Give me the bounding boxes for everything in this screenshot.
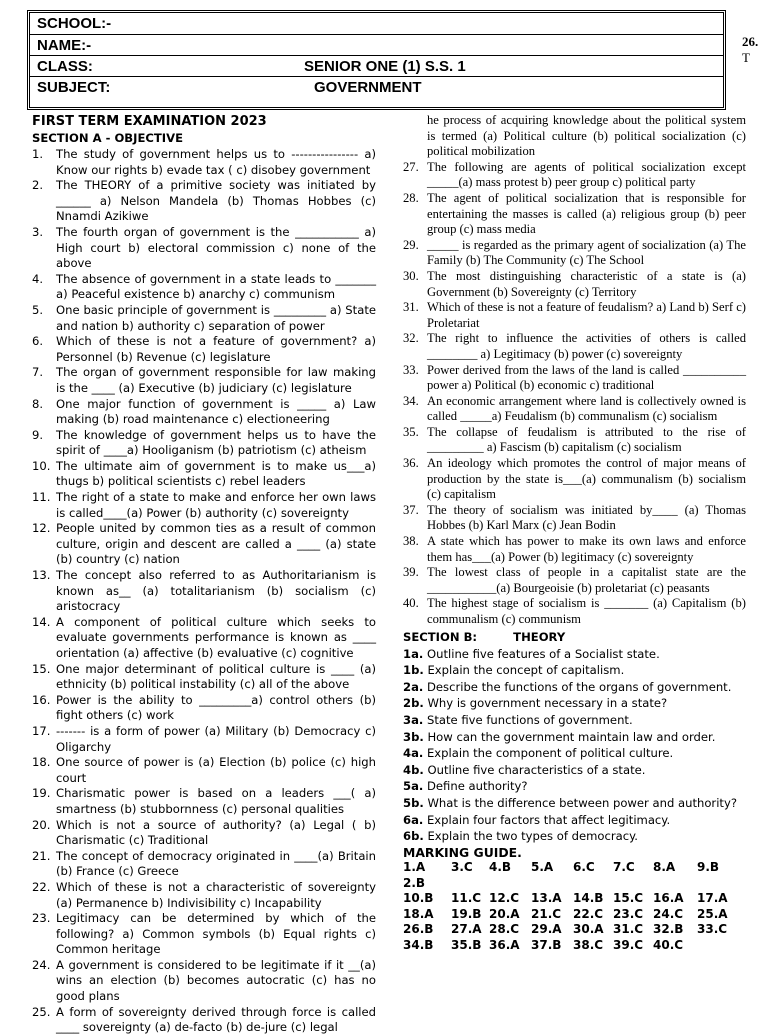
question-text: The lowest class of people in a capitalist state are the ___________(a) Bourgeoisie (b) proletariat (c) peasants [427,565,746,595]
answer-cell: 1.A 2.B [403,860,426,890]
answer-cell: 6.C [573,860,595,875]
theory-question-text: Explain the component of political culture. [426,746,674,761]
answer-cell: 32.B [653,922,684,937]
question-item [32,615,376,662]
theory-question [403,679,746,696]
question-item [32,786,376,817]
answer-cell: 26.B [403,922,434,937]
question-text: The THEORY of a primitive society was initiated by ______ a) Nelson Mandela (b) Thomas Hobbes (c) Nnamdi Azikiwe [56,178,376,224]
theory-question [403,762,746,779]
question-item [32,880,376,911]
theory-question-number: 4b. [403,762,424,777]
question-item [403,565,746,596]
question-number: 18. [32,755,51,770]
question-text: Which of these is not a feature of government? a) Personnel (b) Revenue (c) legislature [56,334,376,364]
question-text: The ultimate aim of government is to make us___a) thugs b) political scientists c) rebel leaders [56,458,376,489]
theory-question-number: 6b. [403,829,424,844]
question-item [32,521,376,568]
answer-cell: 33.C [697,922,728,937]
theory-question-number: 1b. [403,663,424,678]
question-text: An economic arrangement where land is collectively owned is called _____a) Feudalism (b) communalism (c) socialism [427,393,746,424]
question-text: A component of political culture which seeks to evaluate governments performance is known as ____ orientation (a) affective (b) evaluative (c) cognitive [56,614,376,660]
answer-cell: 16.A [653,891,684,906]
question-text: One basic principle of government is _________ a) State and nation b) authority c) separation of power [56,302,376,333]
theory-question-text: How can the government maintain law and order. [427,729,716,744]
marking-guide-grid [403,860,746,953]
school-label: SCHOOL:- [37,15,112,32]
question-text: The concept of democracy originated in ____(a) Britain (b) France (c) Greece [56,848,376,879]
question-number: 3. [32,224,44,239]
name-label: NAME:- [37,37,92,54]
theory-label: THEORY [513,629,566,644]
question-number: 10. [32,458,51,473]
question-item [403,363,746,394]
answer-cell: 20.A [489,906,520,921]
theory-question [403,646,746,663]
question-text: _____ is regarded as the primary agent of socialization (a) The Family (b) The Community (c) The School [427,237,746,268]
question-item [32,225,376,272]
question-number: 30. [403,268,419,283]
question-text: The fourth organ of government is the ___________ a) High court b) electoral commission c) none of the above [56,224,376,271]
theory-question [403,695,746,712]
theory-question [403,828,746,845]
question-text: he process of acquiring knowledge about the political system is termed (a) Political culture (b) political socialization (c) political mobilization [427,113,746,159]
question-item [32,147,376,178]
answer-cell: 5.A [531,860,554,875]
question-number: 11. [32,490,51,505]
answer-cell: 15.C [613,891,644,906]
theory-question-number: 5a. [403,779,424,794]
answer-cell: 19.B [451,906,482,921]
question-text: The right of a state to make and enforce her own laws is called____(a) Power (b) authority (c) sovereignty [56,490,376,520]
question-number: 21. [32,848,51,863]
question-text: The highest stage of socialism is _______ (a) Capitalism (b) communalism (c) communism [427,596,746,626]
theory-question [403,712,746,729]
answer-cell: 27.A [451,922,482,937]
question-number: 4. [32,271,44,286]
question-item [32,911,376,958]
answer-cell: 11.C [451,891,482,906]
question-text: Which of these is not a feature of feudalism? a) Land b) Serf c) Proletariat [427,300,746,330]
question-number: 13. [32,568,51,583]
answer-cell: 35.B [451,937,482,952]
question-number: 35. [403,424,419,439]
section-a-heading: SECTION A - OBJECTIVE [32,131,184,145]
question-item [32,490,376,521]
question-item [32,958,376,1005]
question-number: 17. [32,723,51,738]
question-number: 27. [403,159,419,174]
theory-question-text: State five functions of government. [426,712,633,727]
theory-question [403,729,746,746]
class-label: CLASS: [37,58,93,75]
theory-question-number: 6a. [403,812,424,827]
question-number: 9. [32,427,44,442]
answer-cell: 8.A [653,860,676,875]
student-info-box [27,10,726,110]
theory-question-number: 3a. [403,712,424,727]
question-text: The absence of government in a state leads to _______ a) Peaceful existence b) anarchy c) communism [56,271,376,302]
question-text: Power is the ability to _________a) control others (b) fight others (c) work [56,692,376,723]
theory-question-text: Outline five features of a Socialist state. [426,646,660,661]
answer-cell: 13.A [531,891,562,906]
answer-cell: 10.B [403,891,434,906]
question-text: The knowledge of government helps us to have the spirit of ____a) Hooliganism (b) patriotism (c) atheism [56,427,376,458]
theory-question-text: Explain four factors that affect legitimacy. [426,812,671,827]
question-text: People united by common ties as a result of common culture, origin and descent are called a ____ (a) state (b) country (c) nation [56,521,376,567]
question-26-continued [403,113,746,160]
question-number: 34. [403,393,419,408]
question-number: 14. [32,614,51,629]
page-edge-letter: T [742,50,750,65]
question-number: 38. [403,534,419,549]
question-number: 36. [403,456,419,471]
marking-guide-title: MARKING GUIDE. [403,844,522,860]
answer-cell [697,938,733,954]
theory-question-number: 3b. [403,729,424,744]
theory-question-text: Why is government necessary in a state? [427,696,668,711]
theory-question-number: 2a. [403,679,424,694]
question-item [32,178,376,225]
theory-question-text: What is the difference between power and authority? [427,795,737,810]
answer-cell: 21.C [531,906,562,921]
answer-cell: 17.A [697,891,728,906]
right-column [403,113,746,953]
question-item [403,394,746,425]
question-text: The most distinguishing characteristic of a state is (a) Government (b) Sovereignty (c) Territory [427,268,746,299]
answer-cell: 24.C [653,906,684,921]
question-text: ------- is a form of power (a) Military (b) Democracy c) Oligarchy [56,723,376,754]
question-item [403,300,746,331]
question-text: Which of these is not a characteristic of sovereignty (a) Permanence b) Indivisibility c) Incapability [56,879,376,910]
question-text: A government is considered to be legitimate if it __(a) wins an election (b) becomes autocratic (c) has no good plans [56,957,376,1004]
school-row [30,13,723,34]
question-text: The organ of government responsible for law making is the ____ (a) Executive (b) judiciary (c) legislature [56,365,376,395]
question-text: One major function of government is _____ a) Law making (b) road maintenance c) electioneering [56,396,376,427]
question-number: 28. [403,190,419,205]
question-item [32,365,376,396]
question-number: 20. [32,817,51,832]
question-item [32,397,376,428]
objective-questions-left [32,147,376,1036]
question-number: 39. [403,565,419,580]
theory-question [403,745,746,762]
question-item [32,459,376,490]
question-text: Legitimacy can be determined by which of the following? a) Common symbols (b) Equal rights c) Common heritage [56,911,376,957]
question-number: 6. [32,334,44,349]
question-text: The agent of political socialization that is responsible for entertaining the masses is called (a) religious group (b) peer group (c) mass media [427,190,746,237]
question-number: 23. [32,911,51,926]
question-number: 12. [32,521,51,536]
exam-title: FIRST TERM EXAMINATION 2023 [32,114,267,129]
question-text: An ideology which promotes the control of major means of production by the state is___(a) communalism (b) socialism (c) capitalism [427,456,746,502]
question-item [403,503,746,534]
question-item [403,191,746,238]
question-item [32,724,376,755]
question-number: 40. [403,596,419,611]
class-row [30,55,723,77]
question-item [403,456,746,503]
answer-cell: 23.C [613,906,644,921]
question-item [32,428,376,459]
question-text: The collapse of feudalism is attributed to the rise of _________ a) Fascism (b) capitalism (c) socialism [427,424,746,455]
answer-cell: 39.C [613,937,644,952]
question-number: 15. [32,661,51,676]
theory-question-text: Outline five characteristics of a state. [427,762,646,777]
question-text: A state which has power to make its own laws and enforce them has___(a) Power (b) legitimacy (c) sovereignty [427,534,746,564]
question-item [32,334,376,365]
question-item [403,269,746,300]
theory-question-number: 5b. [403,795,424,810]
question-number: 1. [32,147,44,161]
answer-cell: 12.C [489,891,520,906]
theory-question-text: Define authority? [426,779,528,794]
subject-row [30,76,723,98]
question-number: 24. [32,957,51,972]
question-text: Charismatic power is based on a leaders ___( a) smartness (b) stubbornness (c) personal qualities [56,786,376,816]
answer-cell: 25.A [697,906,728,921]
question-number: 37. [403,502,419,517]
theory-question-text: Describe the functions of the organs of government. [426,679,732,694]
question-item [32,755,376,786]
question-number: 19. [32,786,51,801]
theory-question-number: 1a. [403,646,424,661]
question-item [32,818,376,849]
class-value: SENIOR ONE (1) S.S. 1 [304,58,466,75]
question-text: A form of sovereignty derived through force is called ____ sovereignty (a) de-facto (b) de-jure (c) legal [56,1004,376,1035]
question-number: 5. [32,302,44,317]
question-item [32,1005,376,1036]
section-b-heading [403,629,746,646]
question-item [403,596,746,627]
question-text: The right to influence the activities of others is called ________ a) Legitimacy (b) power (c) sovereignty [427,331,746,361]
theory-question [403,812,746,829]
question-item [403,425,746,456]
question-number: 32. [403,331,419,346]
question-text: The concept also referred to as Authoritarianism is known as__ (a) totalitarianism (b) socialism (c) aristocracy [56,568,376,614]
question-number: 2. [32,178,44,193]
question-number: 33. [403,362,419,377]
name-row [30,34,723,56]
answer-cell: 4.B [489,860,512,875]
question-item [403,238,746,269]
answer-cell: 38.C [573,937,604,952]
question-text: One major determinant of political culture is ____ (a) ethnicity (b) political instability (c) all of the above [56,661,376,692]
question-text: The following are agents of political socialization except _____(a) mass protest b) peer group c) political party [427,159,746,190]
answer-cell: 18.A [403,906,434,921]
answer-cell: 14.B [573,891,604,906]
question-item [403,534,746,565]
answer-cell: 29.A [531,922,562,937]
question-number: 31. [403,300,419,315]
answer-cell: 22.C [573,906,604,921]
answer-cell: 9.B [697,860,720,875]
question-text: The theory of socialism was initiated by____ (a) Thomas Hobbes (b) Karl Marx (c) Jean Bodin [427,502,746,533]
subject-value: GOVERNMENT [314,79,422,96]
answer-cell: 37.B [531,937,562,952]
question-text: Power derived from the laws of the land is called __________ power a) Political (b) economic c) traditional [427,362,746,393]
question-item [32,303,376,334]
answer-cell: 36.A [489,937,520,952]
theory-question [403,795,746,812]
question-item [32,849,376,880]
question-number: 7. [32,365,44,380]
answer-cell: 31.C [613,922,644,937]
theory-question [403,778,746,795]
objective-questions-right [403,160,746,628]
answer-cell: 28.C [489,922,520,937]
question-number: 8. [32,396,44,411]
question-item [32,272,376,303]
question-item [403,331,746,362]
question-text: One source of power is (a) Election (b) police (c) high court [56,755,376,785]
theory-question-number: 2b. [403,696,424,711]
theory-question [403,662,746,679]
subject-label: SUBJECT: [37,79,111,96]
question-item [32,662,376,693]
question-number: 16. [32,692,51,707]
theory-question-text: Explain the two types of democracy. [427,829,638,844]
question-text: The study of government helps us to ---------------- a) Know our rights b) evade tax ( c) disobey government [56,147,376,177]
left-column [32,113,376,1036]
question-item [32,693,376,724]
page-edge-number: 26. [742,34,759,49]
theory-question-text: Explain the concept of capitalism. [427,663,625,678]
question-number: 25. [32,1004,51,1019]
question-number: 22. [32,879,51,894]
answer-cell: 7.C [613,860,635,875]
theory-questions [403,646,746,845]
answer-cell: 30.A [573,922,604,937]
question-text: Which is not a source of authority? (a) Legal ( b) Charismatic (c) Traditional [56,817,376,848]
answer-cell: 40.C [653,937,684,952]
section-b-label: SECTION B: [403,629,478,644]
question-number: 29. [403,237,419,252]
question-item [403,160,746,191]
question-item [32,568,376,615]
answer-cell: 34.B [403,937,434,952]
theory-question-number: 4a. [403,746,424,761]
answer-cell: 3.C [451,860,473,875]
